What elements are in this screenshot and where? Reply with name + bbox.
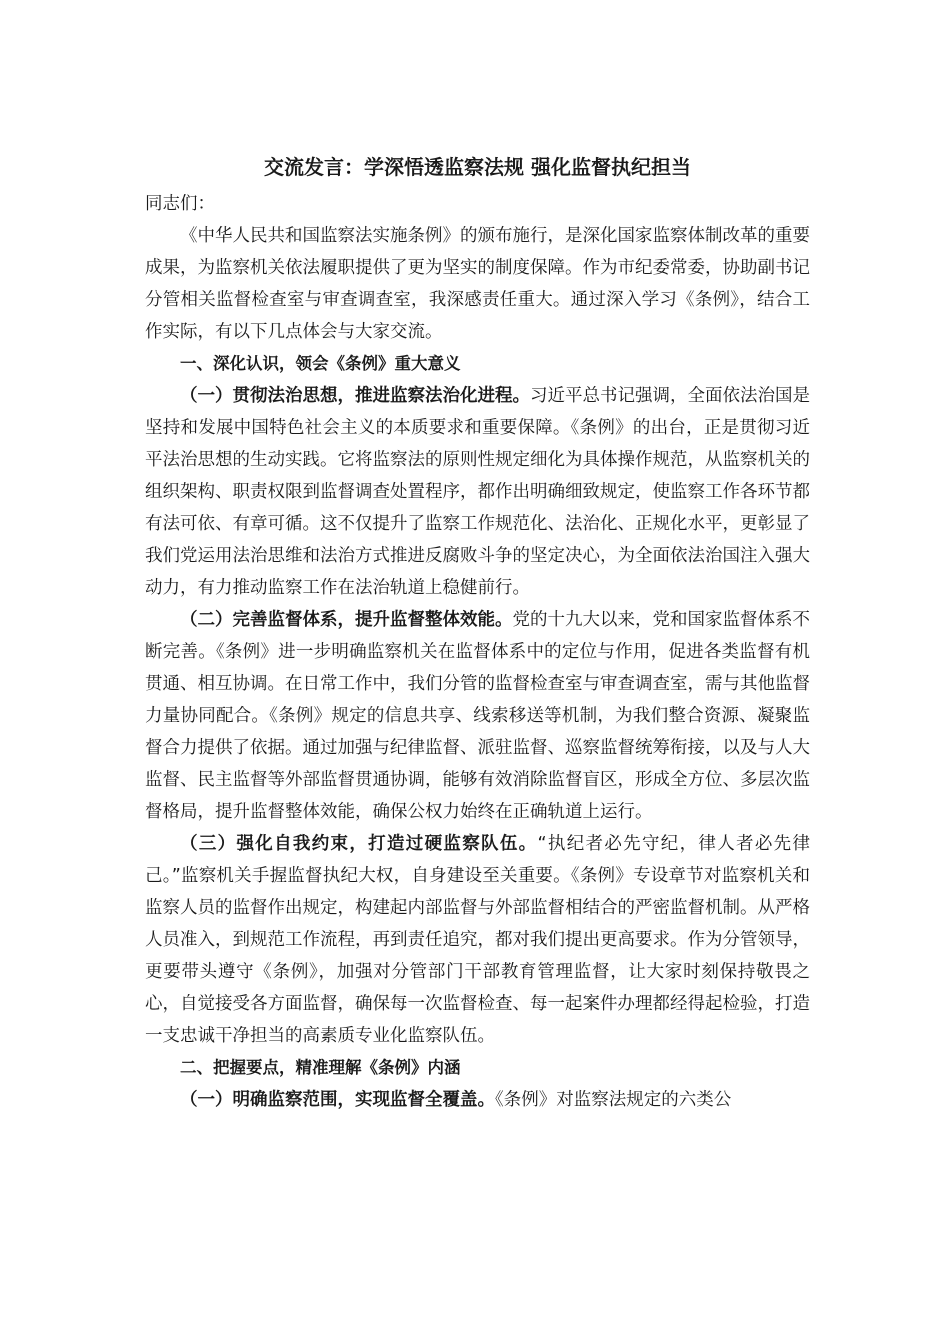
section-heading-2: 二、把握要点，精准理解《条例》内涵 [180,1058,461,1077]
section-heading-1: 一、深化认识，领会《条例》重大意义 [180,354,461,373]
section1-paragraph-2 [145,604,810,828]
salutation: 同志们： [145,194,215,214]
intro-paragraph: 《中华人民共和国监察法实施条例》的颁布施行，是深化国家监察体制改革的重要成果，为监察机关依法履职提供了更为坚实的制度保障。作为市纪委常委，协助副书记分管相关监督检查室与审查调查室，我深感责任重大。通过深入学习《条例》，结合工作实际，有以下几点体会与大家交流。 [145,226,810,342]
section1-paragraph-1 [145,380,810,604]
paragraph-lead: （一）贯彻法治思想，推进监察法治化进程。 [180,386,530,406]
paragraph-text: 《条例》对监察法规定的六类公 [495,1090,732,1110]
section1-paragraph-3 [145,828,810,1052]
paragraph-text: 党的十九大以来，党和国家监督体系不断完善。《条例》进一步明确监察机关在监督体系中的定位与作用，促进各类监督有机贯通、相互协调。在日常工作中，我们分管的监督检查室与审查调查室，需与其他监督力量协同配合。《条例》规定的信息共享、线索移送等机制，为我们整合资源、凝聚监督合力提供了依据。通过加强与纪律监督、派驻监督、巡察监督统筹衔接，以及与人大监督、民主监督等外部监督贯通协调，能够有效消除监督盲区，形成全方位、多层次监督格局，提升监督整体效能，确保公权力始终在正确轨道上运行。 [145,610,810,822]
section2-paragraph-1 [145,1084,810,1116]
paragraph-text: “执纪者必先守纪，律人者必先律己。”监察机关手握监督执纪大权，自身建设至关重要。《条例》专设章节对监察机关和监察人员的监督作出规定，构建起内部监督与外部监督相结合的严密监督机制。从严格人员准入，到规范工作流程，再到责任追究，都对我们提出更高要求。作为分管领导，更要带头遵守《条例》，加强对分管部门干部教育管理监督，让大家时刻保持敬畏之心，自觉接受各方面监督，确保每一次监督检查、每一起案件办理都经得起检验，打造一支忠诚干净担当的高素质专业化监察队伍。 [145,834,810,1046]
paragraph-lead: （一）明确监察范围，实现监督全覆盖。 [180,1090,495,1110]
document-page [145,150,810,1116]
paragraph-text: 习近平总书记强调，全面依法治国是坚持和发展中国特色社会主义的本质要求和重要保障。《条例》的出台，正是贯彻习近平法治思想的生动实践。它将监察法的原则性规定细化为具体操作规范，从监察机关的组织架构、职责权限到监督调查处置程序，都作出明确细致规定，使监察工作各环节都有法可依、有章可循。这不仅提升了监察工作规范化、法治化、正规化水平，更彰显了我们党运用法治思维和法治方式推进反腐败斗争的坚定决心，为全面依法治国注入强大动力，有力推动监察工作在法治轨道上稳健前行。 [145,386,810,598]
document-title: 交流发言：学深悟透监察法规 强化监督执纪担当 [264,155,691,179]
paragraph-lead: （二）完善监督体系，提升监督整体效能。 [180,610,513,630]
paragraph-lead: （三）强化自我约束，打造过硬监察队伍。 [180,834,538,854]
